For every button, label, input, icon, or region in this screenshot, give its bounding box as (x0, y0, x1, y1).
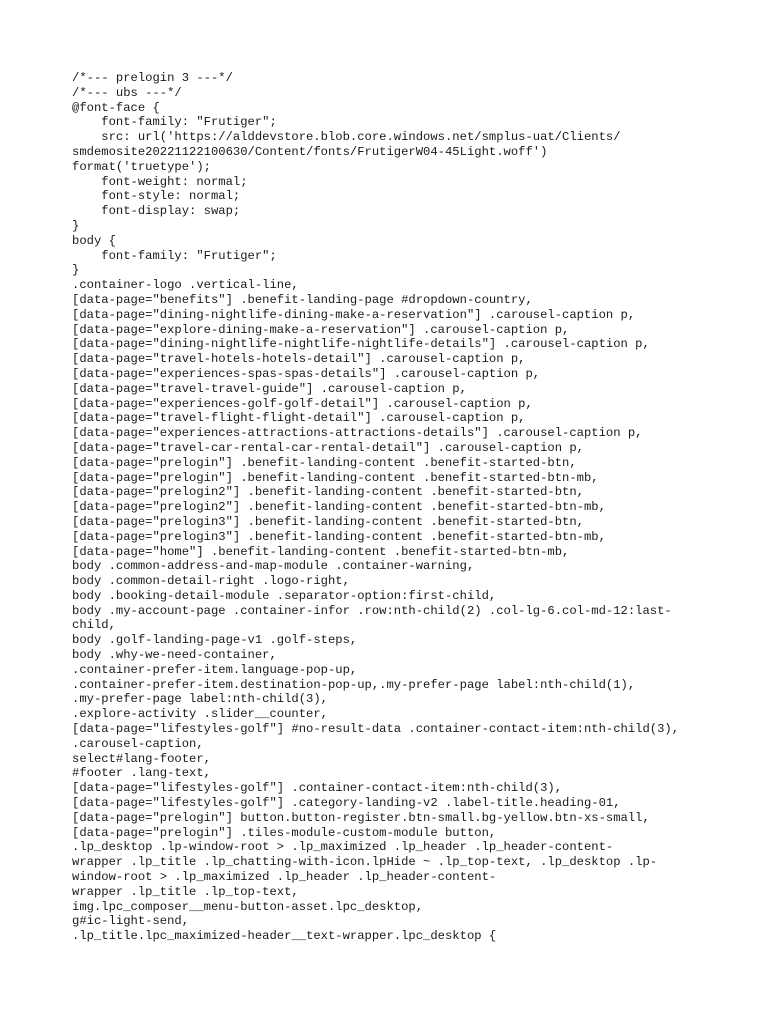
code-line: body { (72, 233, 116, 248)
code-line: @font-face { (72, 100, 160, 115)
code-line: body .golf-landing-page-v1 .golf-steps, (72, 633, 358, 648)
code-line: } (72, 218, 80, 233)
code-line: g#ic-light-send, (72, 914, 190, 929)
code-line: select#lang-footer, (72, 751, 211, 766)
code-line: /*--- prelogin 3 ---*/ (72, 71, 233, 85)
code-line: font-family: "Frutiger"; (72, 115, 277, 130)
code-line: /*--- ubs ---*/ (72, 85, 182, 100)
code-line: [data-page="travel-hotels-hotels-detail"] .carousel-caption p, (72, 352, 526, 367)
code-line: [data-page="experiences-spas-spas-details"] .carousel-caption p, (72, 366, 541, 381)
code-line: body .my-account-page .container-infor .row:nth-child(2) .col-lg-6.col-md-12:last- (72, 603, 672, 618)
code-line: .explore-activity .slider__counter, (72, 707, 328, 722)
code-line: body .common-address-and-map-module .container-warning, (72, 559, 475, 574)
code-line: font-style: normal; (72, 189, 241, 204)
code-line: [data-page="prelogin"] .benefit-landing-content .benefit-started-btn-mb, (72, 470, 599, 485)
code-line: [data-page="prelogin2"] .benefit-landing-content .benefit-started-btn, (72, 485, 584, 500)
code-line: [data-page="experiences-golf-golf-detail"] .carousel-caption p, (72, 396, 533, 411)
code-line: wrapper .lp_title .lp_top-text, (72, 884, 299, 899)
code-line: #footer .lang-text, (72, 766, 211, 781)
code-line: .container-prefer-item.destination-pop-up,.my-prefer-page label:nth-child(1), (72, 677, 636, 692)
code-line: .container-logo .vertical-line, (72, 278, 299, 293)
code-line: [data-page="benefits"] .benefit-landing-page #dropdown-country, (72, 292, 533, 307)
code-line: [data-page="prelogin3"] .benefit-landing-content .benefit-started-btn, (72, 514, 584, 529)
code-line: body .why-we-need-container, (72, 648, 277, 663)
code-line: [data-page="dining-nightlife-nightlife-nightlife-details"] .carousel-caption p, (72, 337, 650, 352)
code-line: format('truetype'); (72, 159, 211, 174)
code-line: child, (72, 618, 116, 633)
code-line: [data-page="prelogin2"] .benefit-landing-content .benefit-started-btn-mb, (72, 500, 606, 515)
code-line: [data-page="prelogin"] .tiles-module-custom-module button, (72, 825, 497, 840)
code-line: [data-page="prelogin"] button.button-register.btn-small.bg-yellow.btn-xs-small, (72, 810, 650, 825)
code-line: window-root > .lp_maximized .lp_header .lp_header-content- (72, 870, 497, 885)
code-line: font-display: swap; (72, 204, 241, 219)
code-line: [data-page="dining-nightlife-dining-make-a-reservation"] .carousel-caption p, (72, 307, 636, 322)
code-line: [data-page="lifestyles-golf"] #no-result-data .container-contact-item:nth-child(3), (72, 722, 680, 737)
code-line: .lp_title.lpc_maximized-header__text-wrapper.lpc_desktop { (72, 929, 497, 944)
code-line: .my-prefer-page label:nth-child(3), (72, 692, 328, 707)
code-line: [data-page="travel-travel-guide"] .carousel-caption p, (72, 381, 467, 396)
code-line: .container-prefer-item.language-pop-up, (72, 662, 358, 677)
code-line: [data-page="lifestyles-golf"] .category-landing-v2 .label-title.heading-01, (72, 796, 621, 811)
code-document (72, 71, 712, 944)
code-line: img.lpc_composer__menu-button-asset.lpc_desktop, (72, 899, 424, 914)
code-line: [data-page="lifestyles-golf"] .container-contact-item:nth-child(3), (72, 781, 563, 796)
code-line: } (72, 263, 80, 278)
code-line: .carousel-caption, (72, 736, 204, 751)
code-line: smdemosite20221122100630/Content/fonts/FrutigerW04-45Light.woff') (72, 144, 548, 159)
code-line: src: url('https://alddevstore.blob.core.windows.net/smplus-uat/Clients/ (72, 130, 621, 145)
code-line: [data-page="experiences-attractions-attractions-details"] .carousel-caption p, (72, 426, 643, 441)
code-line: [data-page="explore-dining-make-a-reservation"] .carousel-caption p, (72, 322, 570, 337)
code-line: [data-page="travel-flight-flight-detail"] .carousel-caption p, (72, 411, 526, 426)
code-line: font-family: "Frutiger"; (72, 248, 277, 263)
code-line: body .booking-detail-module .separator-option:first-child, (72, 588, 497, 603)
code-line: [data-page="home"] .benefit-landing-content .benefit-started-btn-mb, (72, 544, 570, 559)
code-line: [data-page="prelogin3"] .benefit-landing-content .benefit-started-btn-mb, (72, 529, 606, 544)
code-line: body .common-detail-right .logo-right, (72, 574, 350, 589)
code-line: [data-page="prelogin"] .benefit-landing-content .benefit-started-btn, (72, 455, 577, 470)
code-line: [data-page="travel-car-rental-car-rental-detail"] .carousel-caption p, (72, 440, 584, 455)
code-line: .lp_desktop .lp-window-root > .lp_maximized .lp_header .lp_header-content- (72, 840, 614, 855)
code-line: wrapper .lp_title .lp_chatting-with-icon.lpHide ~ .lp_top-text, .lp_desktop .lp- (72, 855, 658, 870)
code-line: font-weight: normal; (72, 174, 248, 189)
